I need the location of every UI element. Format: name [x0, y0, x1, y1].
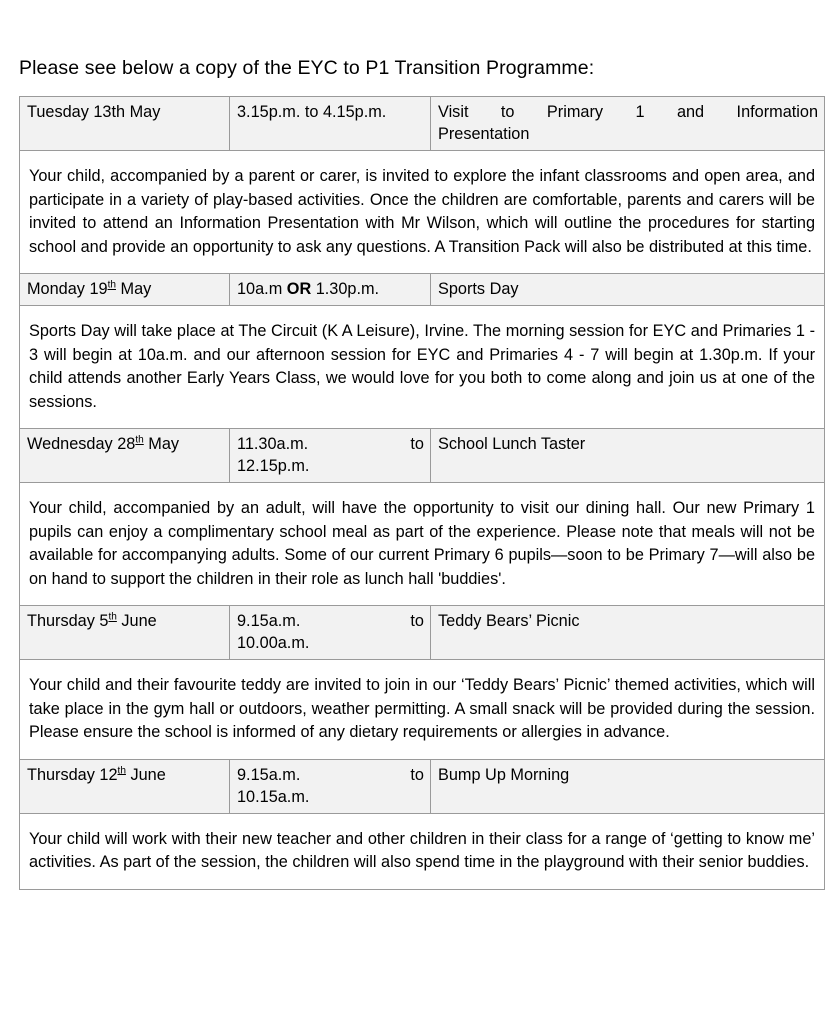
event-date-text: Thursday 12	[27, 765, 118, 784]
event-time-range-line-1	[237, 433, 424, 455]
event-time-start: 9.15a.m.	[237, 765, 301, 784]
event-description-text: Sports Day will take place at The Circuit (K A Leisure), Irvine. The morning session for EYC and Primaries 1 - 3 will begin at 10a.m. and our afternoon session for EYC and Primaries 4 - 7 will begin at 1.30p.m. If your child attends another Early Years Class, we would love for you both to come along and join us at one of the sessions.	[29, 322, 815, 411]
event-title-cell	[431, 429, 825, 483]
event-title-text: Sports Day	[438, 280, 519, 298]
event-date-text: Thursday 5	[27, 612, 109, 630]
event-time-end: 10.00a.m.	[237, 634, 310, 652]
event-title-cell	[431, 97, 825, 151]
event-time-end: 12.15p.m.	[237, 457, 310, 475]
event-time-connector: to	[410, 612, 424, 630]
event-description-text: Your child and their favourite teddy are invited to join in our ‘Teddy Bears’ Picnic’ themed activities, which will take place in the gym hall or outdoors, weather permitting. A small snack will be provided during the session. Please ensure the school is informed of any dietary requirements or allergies in advance.	[29, 676, 815, 741]
event-time-range-line-1	[237, 610, 424, 632]
event-time-cell	[230, 97, 431, 151]
event-time-cell	[230, 606, 431, 660]
event-description-cell	[20, 660, 825, 760]
event-date-month: June	[116, 612, 157, 630]
table-row-description	[20, 483, 825, 606]
event-time-start: 9.15a.m.	[237, 612, 301, 630]
event-date-month: June	[125, 765, 166, 784]
table-row	[20, 274, 825, 306]
event-title-line-1: Visit to Primary 1 and Information	[438, 103, 818, 121]
event-time-connector: to	[410, 765, 424, 784]
event-title-text: Bump Up Morning	[438, 765, 570, 784]
page-title: Please see below a copy of the EYC to P1 Transition Programme:	[19, 57, 595, 79]
event-description-cell	[20, 483, 825, 606]
date-ordinal-suffix: th	[135, 434, 144, 446]
event-description-text: Your child, accompanied by a parent or carer, is invited to explore the infant classrooms and open area, and participate in a variety of play-based activities. Once the children are comfortable, parents and carers will be invited to attend an Information Presentation with Mr Wilson, which will outline the procedures for starting school and provide an opportunity to ask any questions. A Transition Pack will also be distributed at this time.	[29, 167, 815, 256]
event-time-or: OR	[286, 280, 312, 298]
event-date-text: Wednesday 28	[27, 435, 136, 453]
event-description-cell	[20, 151, 825, 274]
date-ordinal-suffix: th	[107, 279, 116, 291]
event-time-suffix: 1.30p.m.	[311, 280, 380, 298]
event-date-cell	[20, 429, 230, 483]
date-ordinal-suffix: th	[108, 611, 117, 623]
event-title-text: Teddy Bears’ Picnic	[438, 612, 580, 630]
event-time-range-line-1	[237, 764, 424, 786]
table-row-description	[20, 151, 825, 274]
transition-programme-table	[19, 96, 825, 890]
event-date-month: May	[143, 435, 180, 453]
event-time-start: 11.30a.m.	[237, 435, 309, 453]
table-row	[20, 606, 825, 660]
event-title-cell	[431, 606, 825, 660]
event-title-text: School Lunch Taster	[438, 435, 586, 453]
date-ordinal-suffix: th	[117, 765, 126, 777]
event-date-cell	[20, 606, 230, 660]
event-date-text: Monday 19	[27, 280, 108, 298]
event-time-text: 3.15p.m. to 4.15p.m.	[237, 103, 387, 121]
event-description-cell	[20, 306, 825, 429]
event-time-cell	[230, 759, 431, 813]
table-row-description	[20, 813, 825, 889]
event-time-prefix: 10a.m	[237, 280, 287, 298]
table-row-description	[20, 306, 825, 429]
event-date-text: Tuesday 13th May	[27, 103, 161, 121]
event-date-cell	[20, 759, 230, 813]
event-date-month: May	[115, 280, 152, 298]
event-date-cell	[20, 97, 230, 151]
event-description-text: Your child will work with their new teacher and other children in their class for a range of ‘getting to know me’ activities. As part of the session, the children will also spend time in the playground with their senior buddies.	[29, 829, 815, 871]
event-description-cell	[20, 813, 825, 889]
table-row	[20, 429, 825, 483]
event-date-cell	[20, 274, 230, 306]
table-row	[20, 759, 825, 813]
event-time-connector: to	[410, 435, 424, 453]
event-time-cell	[230, 274, 431, 306]
event-title-cell	[431, 759, 825, 813]
table-row	[20, 97, 825, 151]
event-title-cell	[431, 274, 825, 306]
event-title-line-2: Presentation	[438, 125, 530, 143]
table-row-description	[20, 660, 825, 760]
event-time-end: 10.15a.m.	[237, 787, 310, 806]
event-description-text: Your child, accompanied by an adult, will have the opportunity to visit our dining hall. Our new Primary 1 pupils can enjoy a complimentary school meal as part of the experience. Please note that meals will not be available for accompanying adults. Some of our current Primary 6 pupils—soon to be Primary 7—will also be on hand to support the children in their role as lunch hall 'buddies'.	[29, 499, 815, 588]
event-time-cell	[230, 429, 431, 483]
